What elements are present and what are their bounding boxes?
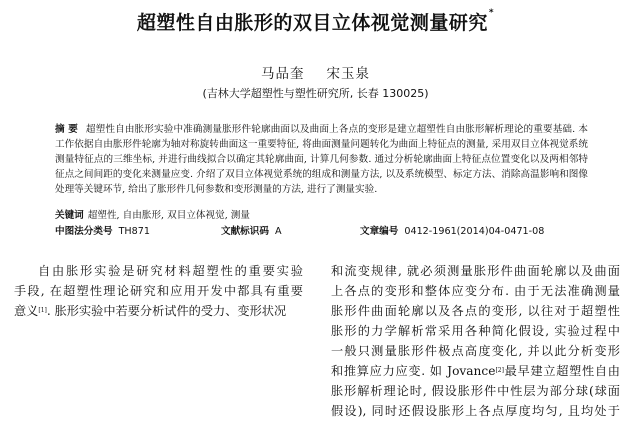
body-line: 一般只测量胀形件极点高度变化, 并以此分析变形	[331, 344, 620, 358]
body-text: 最早建立超塑性自由	[503, 364, 620, 378]
body-line: 假设), 同时还假设胀形上各点厚度均匀, 且均处于	[331, 404, 620, 418]
keywords-line	[55, 207, 250, 221]
article-label: 文章编号	[360, 226, 399, 237]
body-line: 胀形的力学解析常采用各种简化假设, 实验过程中	[331, 324, 620, 338]
author-list	[0, 62, 631, 82]
author-name: 宋玉泉	[326, 66, 370, 82]
body-line: 和流变规律, 就必须测量胀形件曲面轮廓以及曲面	[331, 264, 620, 278]
affiliation: (吉林大学超塑性与塑性研究所, 长春 130025)	[202, 87, 429, 100]
clc-number	[55, 223, 150, 237]
title-footnote-mark: *	[488, 8, 495, 18]
abstract-text: 超塑性自由胀形实验中准确测量胀形件轮廓曲面以及曲面上各点的变形是建立超塑性自由胀形解析理论的重要基础. 本工作依据自由胀形件轮廓为轴对称旋转曲面这一重要特征, 将曲面测量问题转化为曲面上特征点的测量, 采用双目立体视觉系统测量特征点的三维坐标, 并进行曲线拟合以确定其轮廓曲面, 计算几何参数. 通过分析轮廓曲面上特征点位置变化以及两相邻特征点之间间距的变化来测量应变. 介绍了双目立体视觉系统的组成和测量方法, 以及系统模型、标定方法、消除高温影响和图像处理等关键环节, 给出了胀形件几何参数和变形测量的方法, 进行了测量实验.	[55, 124, 588, 195]
keywords-label: 关键词	[55, 210, 84, 221]
abstract-block	[55, 122, 588, 197]
body-line: 胀形解析理论时, 假设胀形件中性层为部分球(球面	[331, 384, 620, 398]
article-number	[360, 223, 544, 237]
body-line: 手段, 在超塑性理论研究和应用开发中都具有重要	[14, 284, 303, 298]
clc-value: TH871	[118, 226, 150, 237]
abstract-label: 摘 要	[55, 124, 78, 135]
body-line	[331, 361, 620, 381]
body-text: . 胀形实验中若要分析试件的受力、变形状况	[46, 304, 287, 318]
body-right-column	[331, 261, 620, 421]
author-name: 马品奎	[261, 66, 305, 82]
body-line: 自由胀形实验是研究材料超塑性的重要实验	[38, 264, 303, 278]
body-text: 意义	[14, 304, 39, 318]
body-line: 胀形件曲面轮廓以及各点的变形, 以往对于超塑性	[331, 304, 620, 318]
title-text: 超塑性自由胀形的双目立体视觉测量研究	[136, 12, 488, 34]
body-text: 和推算应力应变. 如 Jovance	[331, 364, 496, 378]
citation-ref: [1]	[38, 307, 47, 314]
paper-title	[0, 8, 631, 35]
keywords-text: 超塑性, 自由胀形, 双目立体视觉, 测量	[87, 210, 250, 221]
body-line: 上各点的变形和整体应变分布. 由于无法准确测量	[331, 284, 620, 298]
article-value: 0412-1961(2014)04-0471-08	[404, 226, 545, 237]
body-left-column	[14, 261, 303, 321]
citation-ref: [2]	[495, 367, 504, 374]
body-line	[14, 301, 303, 321]
clc-label: 中图法分类号	[55, 226, 113, 237]
doc-label: 文献标识码	[221, 226, 269, 237]
doc-value: A	[274, 226, 282, 237]
doc-code	[221, 223, 282, 237]
